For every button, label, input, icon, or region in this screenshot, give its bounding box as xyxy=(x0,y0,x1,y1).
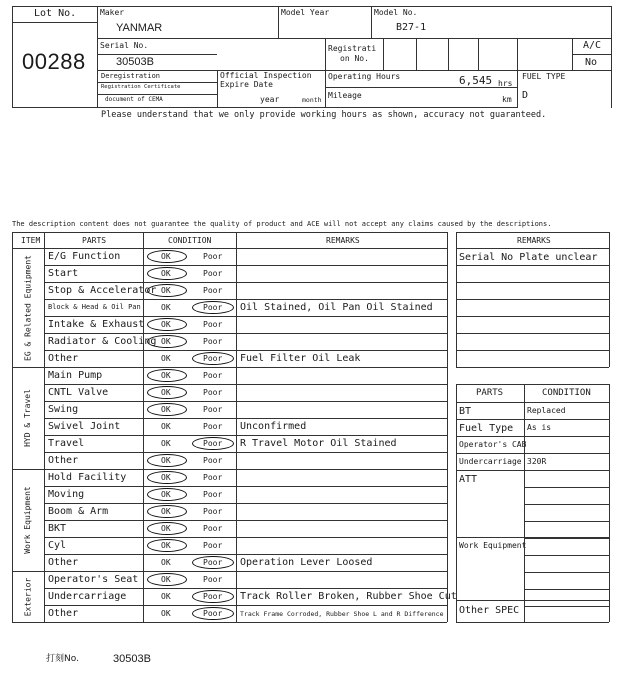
hours-mileage-divider xyxy=(325,87,517,88)
table-row-divider xyxy=(44,299,447,300)
poor-option: Poor xyxy=(203,439,223,448)
poor-option: Poor xyxy=(203,422,223,431)
poor-option: Poor xyxy=(203,303,223,312)
lot-no-value: 00288 xyxy=(22,49,86,74)
table-top-border xyxy=(12,232,447,233)
poor-option: Poor xyxy=(203,371,223,380)
model-no-value: B27-1 xyxy=(396,22,427,33)
part-name: Undercarriage xyxy=(48,591,127,602)
lot-no-label: Lot No. xyxy=(34,8,77,19)
right-part-condition: Replaced xyxy=(527,406,566,415)
operating-hours-value: 6,545 xyxy=(459,74,493,87)
ok-option: OK xyxy=(161,558,171,567)
condition-col-divider xyxy=(236,232,237,622)
parts-header: PARTS xyxy=(82,236,107,245)
ok-option: OK xyxy=(161,354,171,363)
right-remarks-header: REMARKS xyxy=(517,236,551,245)
poor-option: Poor xyxy=(203,524,223,533)
ok-option: OK xyxy=(161,303,171,312)
part-name: CNTL Valve xyxy=(48,387,109,398)
registration-label-2: on No. xyxy=(340,54,369,63)
header-right-border xyxy=(611,6,612,108)
part-name: Intake & Exhaust xyxy=(48,319,145,330)
item-header: ITEM xyxy=(21,236,41,245)
table-row-divider xyxy=(44,537,447,538)
ok-option: OK xyxy=(161,337,171,346)
other-spec-divider xyxy=(456,600,609,601)
right-parts-row-divider xyxy=(456,436,609,437)
remarks-header: REMARKS xyxy=(326,236,360,245)
right-parts-row-divider xyxy=(524,538,609,539)
poor-circle-mark xyxy=(192,607,234,620)
part-name: Start xyxy=(48,268,79,279)
poor-circle-mark xyxy=(192,352,234,365)
right-remarks-row-divider xyxy=(456,333,609,334)
poor-option: Poor xyxy=(203,575,223,584)
dereg-sub-1 xyxy=(97,82,217,83)
ok-option: OK xyxy=(161,609,171,618)
maker-label: Maker xyxy=(100,8,125,17)
poor-option: Poor xyxy=(203,541,223,550)
reg-cell-4 xyxy=(478,38,479,71)
group-label: Work Equipment xyxy=(23,486,32,554)
right-parts-row-divider xyxy=(456,470,609,471)
ok-circle-mark xyxy=(147,573,187,586)
table-row-divider xyxy=(44,588,447,589)
ok-circle-mark xyxy=(147,267,187,280)
group-label: HYD & Travel xyxy=(23,389,32,447)
ok-circle-mark xyxy=(147,505,187,518)
ok-option: OK xyxy=(161,269,171,278)
ok-circle-mark xyxy=(147,539,187,552)
group-label: Exterior xyxy=(23,577,32,616)
ok-circle-mark xyxy=(147,318,187,331)
part-name: Block & Head & Oil Pan xyxy=(48,303,141,311)
ok-option: OK xyxy=(161,388,171,397)
right-remarks-row-divider xyxy=(456,350,609,351)
ok-option: OK xyxy=(161,541,171,550)
table-row-divider xyxy=(44,333,447,334)
part-name: Swivel Joint xyxy=(48,421,121,432)
inspection-left xyxy=(217,70,218,108)
right-parts-row-divider xyxy=(524,487,609,488)
right-parts-right xyxy=(609,384,610,622)
poor-option: Poor xyxy=(203,456,223,465)
deregistration-label: Deregistration xyxy=(101,72,161,80)
part-name: Stop & Accelerator xyxy=(48,285,157,296)
remarks-text: Operation Lever Loosed xyxy=(240,557,373,568)
group-bottom-border xyxy=(12,571,447,572)
reg-cell-5 xyxy=(517,38,518,108)
right-part-name: Operator's CAB xyxy=(459,440,527,449)
table-row-divider xyxy=(44,452,447,453)
item-col-divider xyxy=(44,232,45,622)
part-name: Other xyxy=(48,455,79,466)
header-row-sep-1 xyxy=(97,38,612,39)
month-label: month xyxy=(302,96,322,104)
document-of-cema-label: document of CEMA xyxy=(105,96,163,103)
part-name: Other xyxy=(48,353,79,364)
right-remarks-bottom xyxy=(456,367,609,368)
right-parts-row-divider xyxy=(524,589,609,590)
ok-option: OK xyxy=(161,456,171,465)
right-parts-mid xyxy=(524,384,525,622)
part-name: Operator's Seat xyxy=(48,574,139,585)
remarks-text: Track Roller Broken, Rubber Shoe Cut xyxy=(240,591,457,602)
ok-circle-mark xyxy=(147,454,187,467)
table-row-divider xyxy=(44,554,447,555)
registration-left xyxy=(325,38,326,108)
part-name: Other xyxy=(48,608,79,619)
maker-value: YANMAR xyxy=(116,22,163,34)
ok-option: OK xyxy=(161,575,171,584)
table-row-divider xyxy=(44,282,447,283)
ok-option: OK xyxy=(161,422,171,431)
fuel-type-value: D xyxy=(522,90,529,101)
part-name: E/G Function xyxy=(48,251,121,262)
part-name: Swing xyxy=(48,404,79,415)
lot-label-divider xyxy=(12,22,98,23)
right-parts-left xyxy=(456,384,457,622)
remarks-text: R Travel Motor Oil Stained xyxy=(240,438,397,449)
ok-option: OK xyxy=(161,507,171,516)
official-inspection-label-2: Expire Date xyxy=(220,80,273,89)
right-parts-bottom xyxy=(456,622,609,623)
right-parts-row-divider xyxy=(524,606,609,607)
table-row-divider xyxy=(44,401,447,402)
mileage-label: Mileage xyxy=(328,91,362,100)
right-parts-row-divider xyxy=(456,453,609,454)
stamp-no-label: 打刻No. xyxy=(46,654,79,664)
table-header-bottom xyxy=(12,248,447,249)
right-part-condition: 320R xyxy=(527,457,547,466)
disclaimer-text: The description content does not guarantee the quality of product and ACE will not accept any claims caused by the descriptions. xyxy=(12,220,552,228)
year-label: year xyxy=(260,95,280,104)
ok-circle-mark xyxy=(147,522,187,535)
ok-circle-mark xyxy=(147,369,187,382)
remarks-text: Track Frame Corroded, Rubber Shoe L and R Difference xyxy=(240,610,444,618)
poor-option: Poor xyxy=(203,507,223,516)
table-left-border xyxy=(12,232,13,622)
other-spec-label: Other SPEC xyxy=(459,605,520,616)
ok-option: OK xyxy=(161,320,171,329)
right-parts-row-divider xyxy=(524,555,609,556)
model-year-label: Model Year xyxy=(281,8,330,17)
part-name: Hold Facility xyxy=(48,472,127,483)
ac-divider xyxy=(572,54,612,55)
remarks-text: Oil Stained, Oil Pan Oil Stained xyxy=(240,302,433,313)
right-remarks-right xyxy=(609,232,610,367)
lot-box-bottom xyxy=(12,107,98,108)
table-row-divider xyxy=(44,503,447,504)
poor-option: Poor xyxy=(203,388,223,397)
poor-option: Poor xyxy=(203,286,223,295)
ok-option: OK xyxy=(161,439,171,448)
part-name: Main Pump xyxy=(48,370,103,381)
right-part-name: BT xyxy=(459,406,472,417)
remarks-text: Unconfirmed xyxy=(240,421,307,432)
poor-option: Poor xyxy=(203,592,223,601)
ok-circle-mark xyxy=(147,471,187,484)
part-name: Other xyxy=(48,557,79,568)
work-equipment-label: Work Equipment xyxy=(459,541,527,550)
ok-option: OK xyxy=(161,524,171,533)
poor-circle-mark xyxy=(192,556,234,569)
km-label: km xyxy=(502,95,512,104)
reg-cell-3 xyxy=(448,38,449,71)
ok-option: OK xyxy=(161,405,171,414)
reg-cell-2 xyxy=(416,38,417,71)
work-equipment-divider xyxy=(456,537,609,538)
right-parts-row-divider xyxy=(524,521,609,522)
table-row-divider xyxy=(44,486,447,487)
ok-circle-mark xyxy=(147,250,187,263)
ac-left xyxy=(572,38,573,71)
header-row-sep-2 xyxy=(97,70,612,71)
right-part-condition: As is xyxy=(527,423,552,432)
hrs-label: hrs xyxy=(498,79,513,88)
poor-option: Poor xyxy=(203,473,223,482)
right-remarks-line-1: Serial No Plate unclear xyxy=(459,252,598,263)
ac-label: A/C xyxy=(583,40,602,51)
poor-option: Poor xyxy=(203,252,223,261)
model-no-label: Model No. xyxy=(374,8,418,17)
right-condition-header: CONDITION xyxy=(542,388,591,398)
ok-circle-mark xyxy=(147,386,187,399)
table-row-divider xyxy=(44,384,447,385)
model-no-left xyxy=(371,6,372,39)
ok-option: OK xyxy=(161,490,171,499)
ok-option: OK xyxy=(161,252,171,261)
ok-circle-mark xyxy=(147,403,187,416)
dereg-sub-2 xyxy=(97,94,217,95)
poor-option: Poor xyxy=(203,354,223,363)
condition-header: CONDITION xyxy=(168,236,212,245)
poor-option: Poor xyxy=(203,405,223,414)
table-right-border xyxy=(447,232,448,622)
poor-option: Poor xyxy=(203,337,223,346)
ok-circle-mark xyxy=(147,488,187,501)
part-name: Radiator & Cooling xyxy=(48,336,157,347)
group-label: EG & Related Equipment xyxy=(23,254,32,361)
group-bottom-border xyxy=(12,469,447,470)
poor-circle-mark xyxy=(192,437,234,450)
poor-option: Poor xyxy=(203,320,223,329)
official-inspection-label-1: Official Inspection xyxy=(220,71,312,80)
table-row-divider xyxy=(44,265,447,266)
ok-option: OK xyxy=(161,592,171,601)
table-row-divider xyxy=(44,418,447,419)
right-parts-header-bottom xyxy=(456,402,609,403)
right-remarks-row-divider xyxy=(456,316,609,317)
remarks-text: Fuel Filter Oil Leak xyxy=(240,353,361,364)
poor-circle-mark xyxy=(192,301,234,314)
right-remarks-row-divider xyxy=(456,282,609,283)
ok-option: OK xyxy=(161,371,171,380)
table-row-divider xyxy=(44,520,447,521)
group-bottom-border xyxy=(12,367,447,368)
poor-option: Poor xyxy=(203,490,223,499)
poor-circle-mark xyxy=(192,590,234,603)
right-remarks-row-divider xyxy=(456,265,609,266)
right-parts-row-divider xyxy=(524,572,609,573)
fuel-type-label: FUEL TYPE xyxy=(522,72,566,81)
ok-option: OK xyxy=(161,286,171,295)
ok-option: OK xyxy=(161,473,171,482)
operating-hours-label: Operating Hours xyxy=(328,72,401,81)
part-name: Boom & Arm xyxy=(48,506,109,517)
table-row-divider xyxy=(44,605,447,606)
right-part-name: Undercarriage xyxy=(459,457,522,466)
stamp-no-value: 30503B xyxy=(113,653,151,665)
table-row-divider xyxy=(44,435,447,436)
serial-no-label: Serial No. xyxy=(100,41,149,50)
working-hours-notice: Please understand that we only provide working hours as shown, accuracy not guaranteed. xyxy=(101,110,547,120)
ac-value: No xyxy=(585,57,598,68)
right-part-name: ATT xyxy=(459,474,478,485)
ok-circle-mark xyxy=(147,284,187,297)
right-remarks-row-divider xyxy=(456,299,609,300)
header-bottom-border xyxy=(97,107,517,108)
poor-option: Poor xyxy=(203,269,223,278)
serial-label-divider xyxy=(97,54,217,55)
right-parts-header: PARTS xyxy=(476,388,504,398)
part-name: Cyl xyxy=(48,540,67,551)
registration-label-1: Registrati xyxy=(328,44,377,53)
ok-circle-mark xyxy=(147,335,187,348)
right-part-name: Fuel Type xyxy=(459,423,514,434)
poor-option: Poor xyxy=(203,609,223,618)
serial-no-value: 30503B xyxy=(116,56,154,68)
part-name: BKT xyxy=(48,523,67,534)
part-name: Moving xyxy=(48,489,85,500)
right-parts-row-divider xyxy=(524,504,609,505)
header-top-border xyxy=(12,6,612,7)
reg-cell-1 xyxy=(383,38,384,71)
table-row-divider xyxy=(44,316,447,317)
part-name: Travel xyxy=(48,438,85,449)
right-remarks-left xyxy=(456,232,457,367)
model-year-left xyxy=(278,6,279,39)
group-bottom-border xyxy=(12,622,447,623)
right-remarks-top xyxy=(456,232,609,233)
poor-option: Poor xyxy=(203,558,223,567)
right-parts-top xyxy=(456,384,609,385)
table-row-divider xyxy=(44,350,447,351)
registration-certificate-label: Registration Certificate xyxy=(101,84,181,90)
right-parts-row-divider xyxy=(456,419,609,420)
right-remarks-header-bottom xyxy=(456,248,609,249)
